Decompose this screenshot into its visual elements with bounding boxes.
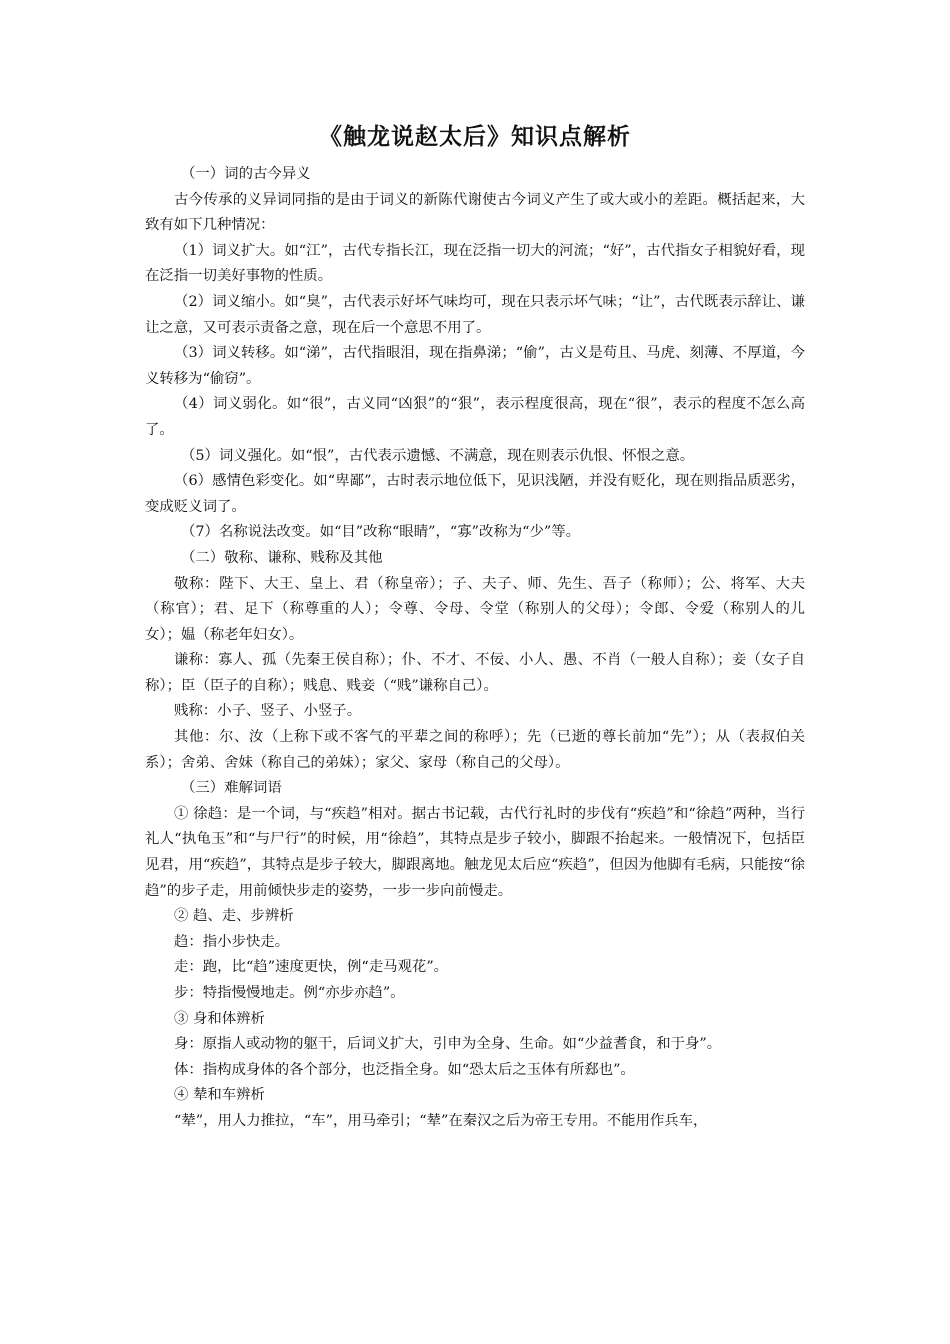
paragraph-derogatory-terms: 贱称：小子、竖子、小竖子。: [174, 703, 362, 720]
section-heading-3: （三）难解词语: [181, 780, 282, 797]
section-heading-1: （一）词的古今异义: [181, 166, 311, 182]
paragraph-bu: 步：特指慢慢地走。例“亦步亦趋”。: [174, 985, 405, 1001]
paragraph-ti: 体：指构成身体的各个部分，也泛指全身。如“恐太后之玉体有所郄也”。: [174, 1061, 635, 1078]
paragraph-item-6: （6）感情色彩变化。如“卑鄙”，古时表示地位低下，见识浅陋，并没有贬化，现在则指品质恶劣，变成贬义词了。: [145, 473, 805, 515]
document-title: 《触龙说赵太后》知识点解析: [319, 123, 631, 150]
paragraph-item-1: （1）词义扩大。如“江”，古代专指长江，现在泛指一切大的河流；“好”，古代指女子相貌好看，现在泛指一切美好事物的性质。: [145, 242, 805, 285]
paragraph-item-7: （7）名称说法改变。如“目”改称“眼睛”，“寡”改称为“少”等。: [181, 524, 580, 541]
paragraph-qu: 趋：指小步快走。: [174, 933, 290, 950]
paragraph-intro: 古今传承的义异词同指的是由于词义的新陈代谢使古今词义产生了或大或小的差距。概括起来，大致有如下几种情况：: [145, 191, 805, 234]
paragraph-item-2: （2）词义缩小。如“臭”，古代表示好坏气味均可，现在只表示坏气味；“让”，古代既表示辞让、谦让之意，又可表示责备之意，现在后一个意思不用了。: [145, 293, 805, 336]
paragraph-item-3: （3）词义转移。如“涕”，古代指眼泪，现在指鼻涕；“偷”，古义是苟且、马虎、刻薄、不厚道，今义转移为“偷窃”。: [145, 345, 805, 387]
paragraph-humble-terms: 谦称：寡人、孤（先秦王侯自称）；仆、不才、不佞、小人、愚、不肖（一般人自称）；妾（女子自称）；臣（臣子的自称）；贱息、贱妾（“贱”谦称自己）。: [145, 652, 805, 694]
section-heading-2: （二）敬称、谦称、贱称及其他: [181, 549, 383, 566]
paragraph-other-terms: 其他：尔、汝（上称下或不客气的平辈之间的称呼）；先（已逝的尊长前加“先”）；从（表叔伯关系）；舍弟、舍妹（称自己的弟妹）；家父、家母（称自己的父母）。: [145, 729, 805, 771]
paragraph-xuqu: ① 徐趋：是一个词，与“疾趋”相对。据古书记载，古代行礼时的步伐有“疾趋”和“徐趋”两种，当行礼人“执龟玉”和“与尸行”的时候，用“徐趋”，其特点是步子较小，脚跟不抬起来。一般情况下，包括臣见君，用“疾趋”，其特点是步子较大，脚跟离地。触龙见太后应“疾趋”，但因为他脚有毛病，只能按“徐趋”的步子走，用前倾快步走的姿势，一步一步向前慢走。: [145, 805, 805, 899]
subheading-qu-zou-bu: ② 趋、走、步辨析: [174, 908, 294, 925]
paragraph-nian-che: “辇”，用人力推拉，“车”，用马牵引；“辇”在秦汉之后为帝王专用。不能用作兵车，: [174, 1112, 708, 1129]
document-body: [145, 120, 805, 1135]
paragraph-item-5: （5）词义强化。如“恨”，古代表示遗憾、不满意，现在则表示仇恨、怀恨之意。: [181, 447, 695, 464]
paragraph-honorifics: 敬称：陛下、大王、皇上、君（称皇帝）；子、夫子、师、先生、吾子（称师）；公、将军、大夫（称官）；君、足下（称尊重的人）；令尊、令母、令堂（称别人的父母）；令郎、令爱（称别人的儿女）；媪（称老年妇女）。: [145, 575, 805, 643]
paragraph-shen: 身：原指人或动物的躯干，后词义扩大，引申为全身、生命。如“少益耆食，和于身”。: [174, 1036, 722, 1053]
paragraph-zou: 走：跑，比“趋”速度更快，例“走马观花”。: [174, 959, 449, 976]
paragraph-item-4: （4）词义弱化。如“很”，古义同“凶狠”的“狠”，表示程度很高，现在“很”，表示的程度不怎么高了。: [145, 396, 805, 438]
subheading-nian-che: ④ 辇和车辨析: [174, 1087, 265, 1104]
subheading-shen-ti: ③ 身和体辨析: [174, 1010, 265, 1027]
